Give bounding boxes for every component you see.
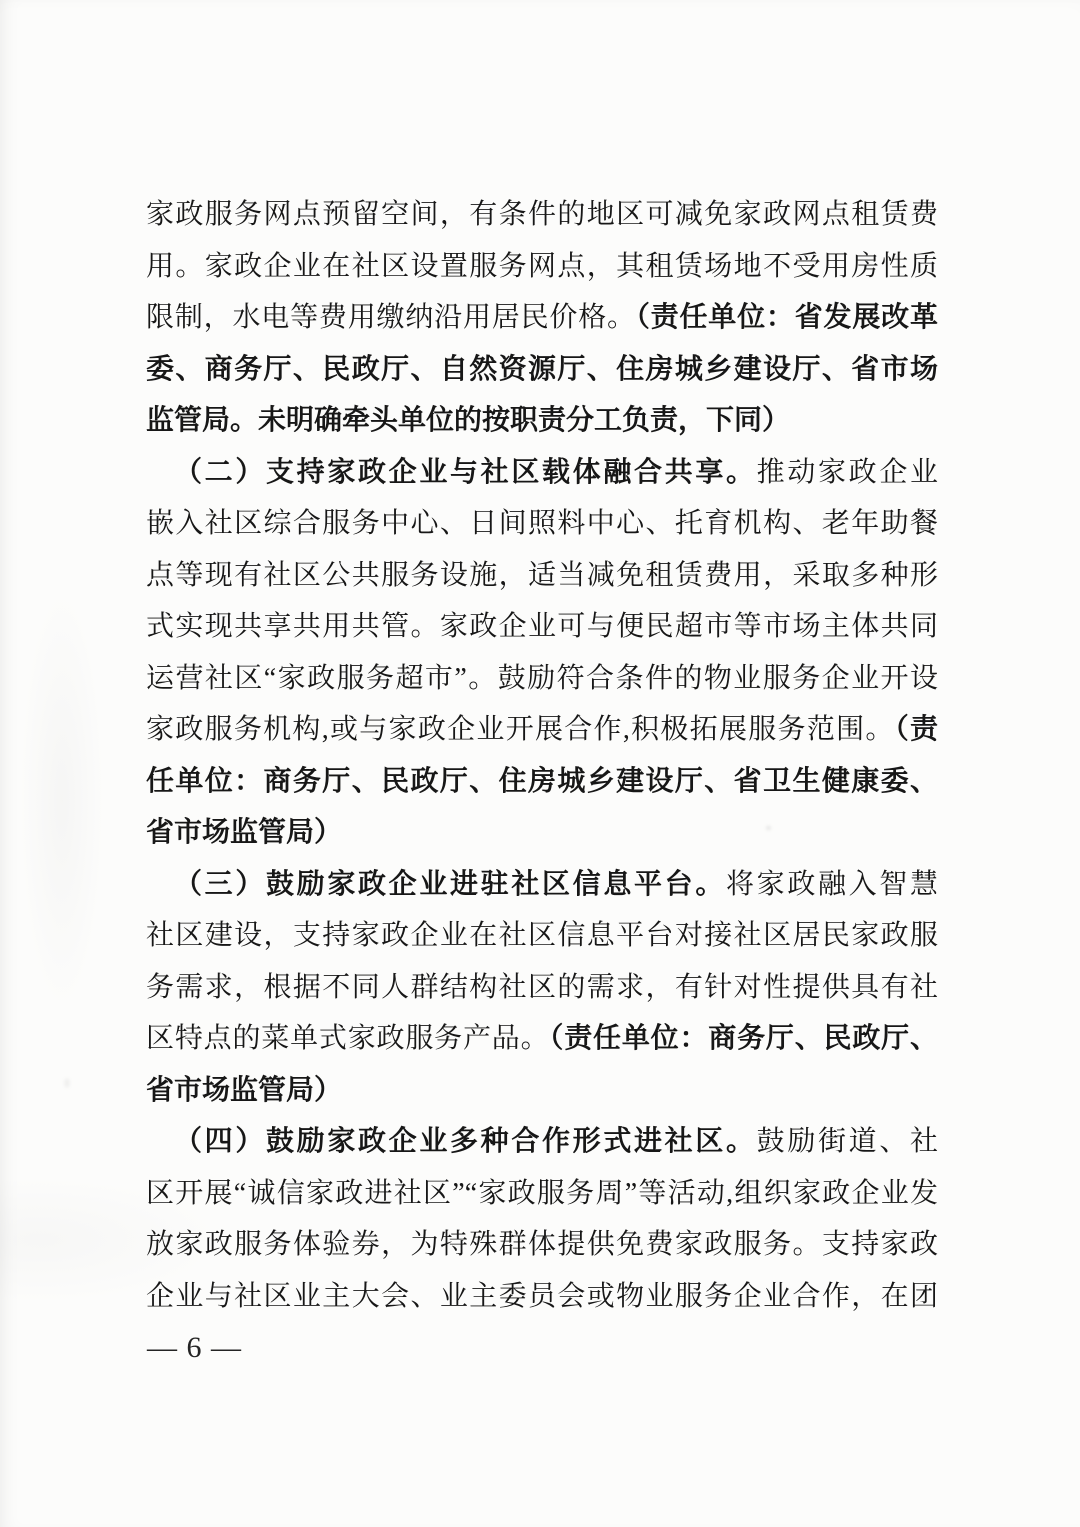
bold-text-run: 监管局。未明确牵头单位的按职责分工负责，下同） xyxy=(146,405,791,436)
text-line xyxy=(146,447,938,499)
text-run: 限制，水电等费用缴纳沿用居民价格。 xyxy=(146,302,636,333)
text-run: 区开展“诚信家政进社区”“家政服务周”等活动,组织家政企业发 xyxy=(146,1177,938,1209)
text-line xyxy=(146,189,938,241)
text-run: 放家政服务体验券，为特殊群体提供免费家政服务。支持家政 xyxy=(146,1229,938,1260)
text-line xyxy=(146,962,938,1014)
text-line xyxy=(146,756,938,808)
text-run: 社区建设，支持家政企业在社区信息平台对接社区居民家政服 xyxy=(146,920,938,951)
text-line xyxy=(146,550,938,602)
text-run: 运营社区“家政服务超市”。鼓励符合条件的物业服务企业开设 xyxy=(146,662,938,694)
text-line xyxy=(146,601,938,653)
bold-text-run: 省市场监管局） xyxy=(146,1074,343,1106)
bold-text-run: （四）鼓励家政企业多种合作形式进社区。 xyxy=(174,1126,757,1157)
text-line xyxy=(146,344,938,396)
text-run: 用。家政企业在社区设置服务网点，其租赁场地不受用房性质 xyxy=(146,250,938,282)
bold-text-run: 任单位：商务厅、民政厅、住房城乡建设厅、省卫生健康委、 xyxy=(146,765,938,797)
text-run: 点等现有社区公共服务设施，适当减免租赁费用，采取多种形 xyxy=(146,559,938,591)
text-block xyxy=(146,189,938,1322)
text-line xyxy=(146,910,938,962)
text-run: 式实现共享共用共管。家政企业可与便民超市等市场主体共同 xyxy=(146,611,938,642)
text-line xyxy=(146,1219,938,1271)
text-run: 嵌入社区综合服务中心、日间照料中心、托育机构、老年助餐 xyxy=(146,508,938,539)
bold-text-run: 省市场监管局） xyxy=(146,817,343,848)
bold-text-run: （二）支持家政企业与社区载体融合共享。 xyxy=(174,456,757,488)
text-line xyxy=(146,859,938,911)
page-number: — 6 — xyxy=(147,1331,242,1364)
text-line xyxy=(146,498,938,550)
text-line xyxy=(146,1116,938,1168)
text-run: 推动家政企业 xyxy=(756,456,938,488)
text-line xyxy=(146,1065,938,1117)
text-line xyxy=(146,241,938,293)
text-line xyxy=(146,1168,938,1220)
bold-text-run: 委、商务厅、民政厅、自然资源厅、住房城乡建设厅、省市场 xyxy=(146,353,938,385)
bold-text-run: （责任单位：商务厅、民政厅、 xyxy=(549,1023,938,1054)
text-run: 区特点的菜单式家政服务产品。 xyxy=(146,1023,550,1054)
text-line xyxy=(146,292,938,344)
text-line xyxy=(146,807,938,859)
text-line xyxy=(146,704,938,756)
text-run: 家政服务机构,或与家政企业开展合作,积极拓展服务范围。 xyxy=(146,714,895,745)
bold-text-run: （三）鼓励家政企业进驻社区信息平台。 xyxy=(174,868,726,900)
text-line xyxy=(146,395,938,447)
text-run: 家政服务网点预留空间，有条件的地区可减免家政网点租赁费 xyxy=(146,199,938,230)
text-line xyxy=(146,1013,938,1065)
bold-text-run: （责 xyxy=(894,714,938,745)
text-run: 企业与社区业主大会、业主委员会或物业服务企业合作，在团 xyxy=(146,1280,938,1312)
text-run: 将家政融入智慧 xyxy=(725,868,938,900)
text-line xyxy=(146,1271,938,1323)
bold-text-run: （责任单位：省发展改革 xyxy=(635,302,938,333)
text-run: 务需求，根据不同人群结构社区的需求，有针对性提供具有社 xyxy=(146,971,938,1003)
scan-artifact xyxy=(64,1078,70,1088)
text-line xyxy=(146,653,938,705)
text-run: 鼓励街道、社 xyxy=(756,1126,938,1157)
